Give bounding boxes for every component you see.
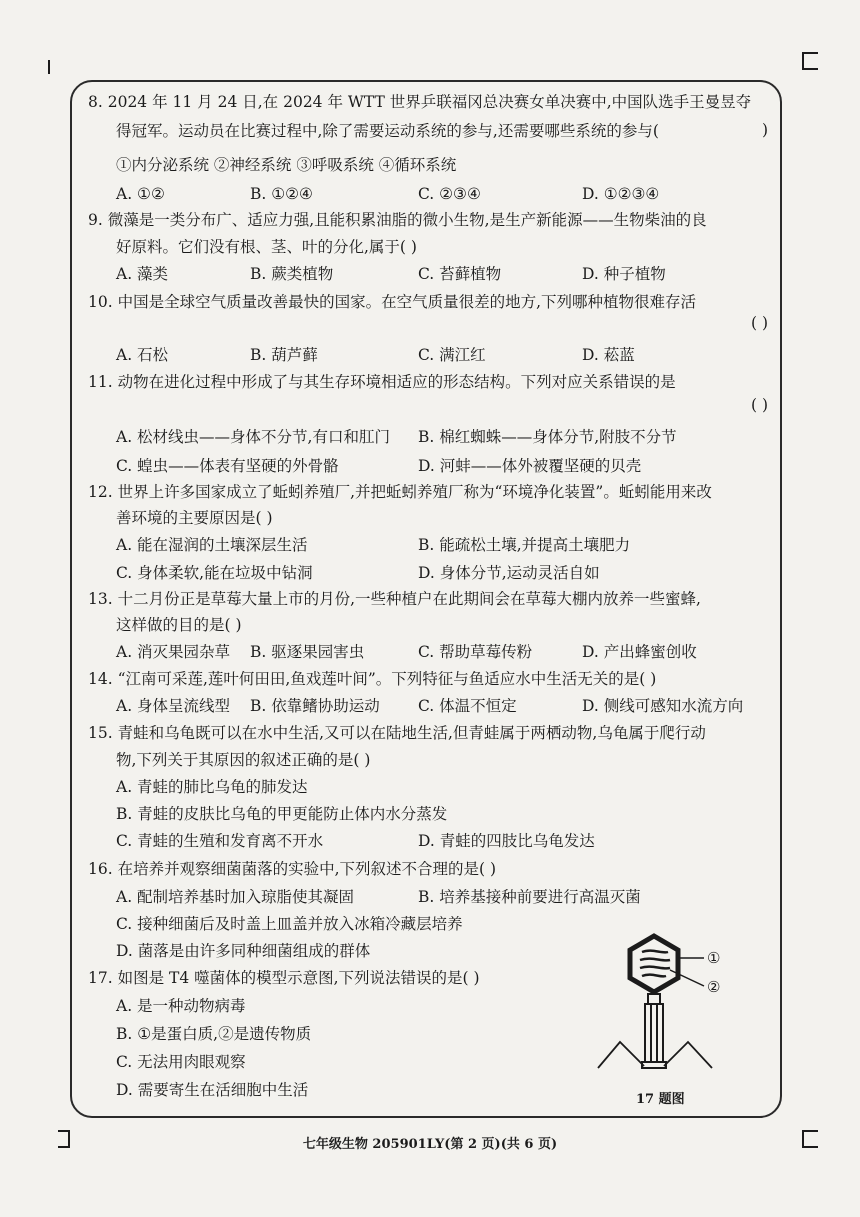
q16-option-c[interactable]: C. 接种细菌后及时盖上皿盖并放入冰箱冷藏层培养 <box>116 915 463 933</box>
q14-option-b[interactable]: B. 依靠鳍协助运动 <box>250 697 380 715</box>
q15-option-c[interactable]: C. 青蛙的生殖和发育离不开水 <box>116 832 324 850</box>
q8-option-d[interactable]: D. ①②③④ <box>582 185 660 203</box>
q12-option-a[interactable]: A. 能在湿润的土壤深层生活 <box>116 536 308 554</box>
q13-option-d[interactable]: D. 产出蜂蜜创收 <box>582 643 697 661</box>
q9-option-d[interactable]: D. 种子植物 <box>582 265 666 283</box>
crop-mark-top-left <box>42 60 50 74</box>
q15-option-a[interactable]: A. 青蛙的肺比乌龟的肺发达 <box>116 778 308 796</box>
q9-stem-line1: 9. 微藻是一类分布广、适应力强,且能积累油脂的微小生物,是生产新能源——生物柴油的良 <box>88 211 707 229</box>
phage-tail <box>642 994 666 1068</box>
phage-tail-fibers <box>598 1042 712 1068</box>
q17-option-d[interactable]: D. 需要寄生在活细胞中生活 <box>116 1081 309 1099</box>
q13-option-b[interactable]: B. 驱逐果园害虫 <box>250 643 365 661</box>
t4-phage-diagram <box>594 930 734 1110</box>
q11-option-a[interactable]: A. 松材线虫——身体不分节,有口和肛门 <box>116 428 390 446</box>
q16-option-b[interactable]: B. 培养基接种前要进行高温灭菌 <box>418 888 641 906</box>
q8-stem-line1: 8. 2024 年 11 月 24 日,在 2024 年 WTT 世界乒联福冈总决赛女单决赛中,中国队选手王曼昱夺 <box>88 93 752 111</box>
q17-option-b[interactable]: B. ①是蛋白质,②是遗传物质 <box>116 1025 312 1043</box>
label-2: ② <box>707 978 721 996</box>
q14-option-a[interactable]: A. 身体呈流线型 <box>116 697 231 715</box>
q12-option-d[interactable]: D. 身体分节,运动灵活自如 <box>418 564 600 582</box>
q8-option-a[interactable]: A. ①② <box>116 185 165 203</box>
q15-option-d[interactable]: D. 青蛙的四肢比乌龟发达 <box>418 832 595 850</box>
q14-stem-line1: 14. “江南可采莲,莲叶何田田,鱼戏莲叶间”。下列特征与鱼适应水中生活无关的是( ) <box>88 670 657 688</box>
q17-stem-line1: 17. 如图是 T4 噬菌体的模型示意图,下列说法错误的是( ) <box>88 969 480 987</box>
page-footer: 七年级生物 205901LY(第 2 页)(共 6 页) <box>302 1137 558 1152</box>
q14-option-c[interactable]: C. 体温不恒定 <box>418 697 517 715</box>
q9-option-b[interactable]: B. 蕨类植物 <box>250 265 334 283</box>
q12-option-c[interactable]: C. 身体柔软,能在垃圾中钻洞 <box>116 564 313 582</box>
q9-option-c[interactable]: C. 苔藓植物 <box>418 265 502 283</box>
q11-paren: ( ) <box>750 396 768 414</box>
q10-paren: ( ) <box>750 314 768 332</box>
q13-option-c[interactable]: C. 帮助草莓传粉 <box>418 643 533 661</box>
q9-stem-line2: 好原料。它们没有根、茎、叶的分化,属于( ) <box>116 238 417 256</box>
q16-stem-line1: 16. 在培养并观察细菌菌落的实验中,下列叙述不合理的是( ) <box>88 860 497 878</box>
q13-option-a[interactable]: A. 消灭果园杂草 <box>116 643 231 661</box>
q10-option-a[interactable]: A. 石松 <box>116 346 169 364</box>
q8-option-b[interactable]: B. ①②④ <box>250 185 313 203</box>
q15-stem-line2: 物,下列关于其原因的叙述正确的是( ) <box>116 751 371 769</box>
q11-stem-line1: 11. 动物在进化过程中形成了与其生存环境相适应的形态结构。下列对应关系错误的是 <box>88 373 676 391</box>
q9-option-a[interactable]: A. 藻类 <box>116 265 169 283</box>
q8-option-c[interactable]: C. ②③④ <box>418 185 481 203</box>
q8-stem-line2: 得冠军。运动员在比赛过程中,除了需要运动系统的参与,还需要哪些系统的参与( <box>116 122 659 140</box>
q12-stem-line1: 12. 世界上许多国家成立了蚯蚓养殖厂,并把蚯蚓养殖厂称为“环境净化装置”。蚯蚓能用来改 <box>88 483 712 501</box>
q15-stem-line1: 15. 青蛙和乌龟既可以在水中生活,又可以在陆地生活,但青蛙属于两栖动物,乌龟属于爬行动 <box>88 724 706 742</box>
q8-paren: ) <box>761 121 768 139</box>
q17-option-a[interactable]: A. 是一种动物病毒 <box>116 997 246 1015</box>
q10-option-b[interactable]: B. 葫芦藓 <box>250 346 318 364</box>
q11-option-c[interactable]: C. 蝗虫——体表有坚硬的外骨骼 <box>116 457 339 475</box>
q11-option-b[interactable]: B. 棉红蜘蛛——身体分节,附肢不分节 <box>418 428 677 446</box>
q10-stem-line1: 10. 中国是全球空气质量改善最快的国家。在空气质量很差的地方,下列哪种植物很难存活 <box>88 293 697 311</box>
q15-option-b[interactable]: B. 青蛙的皮肤比乌龟的甲更能防止体内水分蒸发 <box>116 805 448 823</box>
crop-mark-top-right <box>802 52 818 70</box>
figure-caption: 17 题图 <box>636 1092 685 1107</box>
label-1: ① <box>707 949 721 967</box>
q8-items: ①内分泌系统 ②神经系统 ③呼吸系统 ④循环系统 <box>116 156 457 174</box>
q13-stem-line1: 13. 十二月份正是草莓大量上市的月份,一些种植户在此期间会在草莓大棚内放养一些蜜蜂, <box>88 590 701 608</box>
q10-option-d[interactable]: D. 菘蓝 <box>582 346 635 364</box>
q16-option-d[interactable]: D. 菌落是由许多同种细菌组成的群体 <box>116 942 371 960</box>
q10-option-c[interactable]: C. 满江红 <box>418 346 486 364</box>
q14-option-d[interactable]: D. 侧线可感知水流方向 <box>582 697 744 715</box>
q12-stem-line2: 善环境的主要原因是( ) <box>116 509 273 527</box>
q17-option-c[interactable]: C. 无法用肉眼观察 <box>116 1053 246 1071</box>
q13-stem-line2: 这样做的目的是( ) <box>116 616 242 634</box>
q12-option-b[interactable]: B. 能疏松土壤,并提高土壤肥力 <box>418 536 631 554</box>
phage-head-capsid <box>630 936 678 992</box>
q16-option-a[interactable]: A. 配制培养基时加入琼脂使其凝固 <box>116 888 355 906</box>
q11-option-d[interactable]: D. 河蚌——体外被覆坚硬的贝壳 <box>418 457 642 475</box>
